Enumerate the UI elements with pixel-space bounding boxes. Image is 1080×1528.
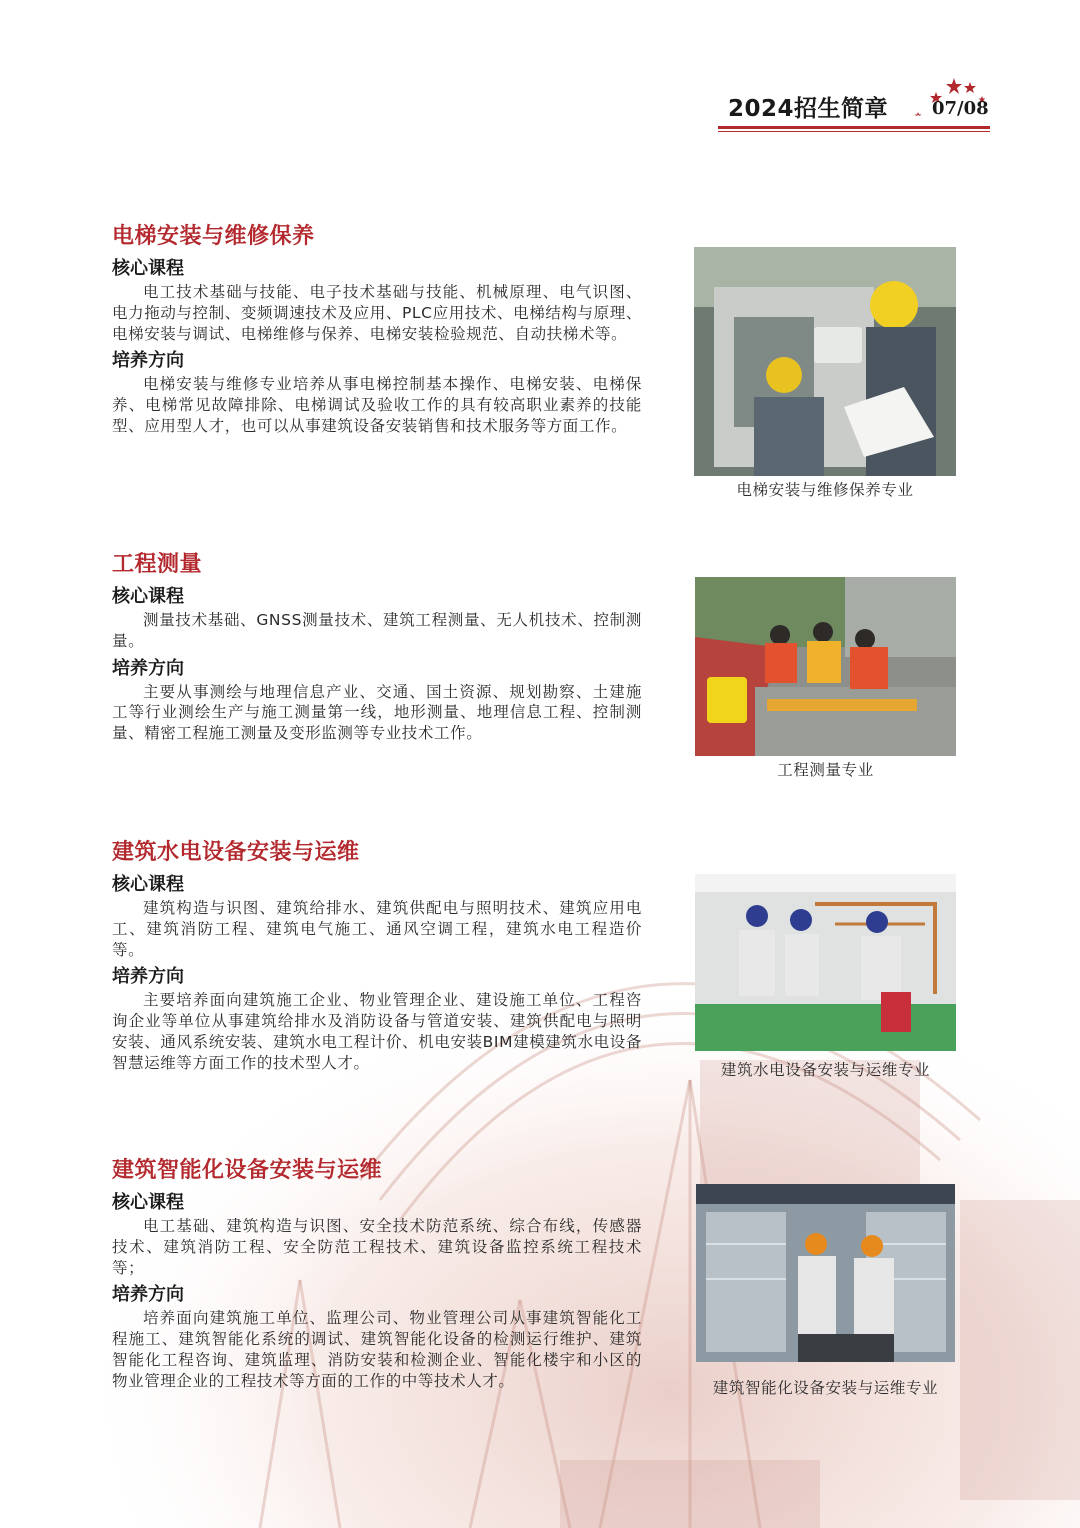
section-title: 电梯安装与维修保养 — [112, 224, 315, 249]
training-direction-text: 电梯安装与维修专业培养从事电梯控制基本操作、电梯安装、电梯保养、电梯常见故障排除、电梯调试及验收工作的具有较高职业素养的技能型、应用型人才，也可以从事建筑设备安装销售和技术服务等方面工作。 — [112, 375, 642, 435]
training-direction-heading: 培养方向 — [112, 350, 184, 372]
plumbing-workshop-photo — [695, 874, 956, 1051]
core-courses-heading: 核心课程 — [112, 258, 184, 279]
photo-caption: 电梯安装与维修保养专业 — [736, 481, 914, 499]
page-number: 07/08 — [932, 98, 989, 119]
core-courses-text: 建筑构造与识图、建筑给排水、建筑供配电与照明技术、建筑应用电工、建筑消防工程、建筑电气施工、通风空调工程，建筑水电工程造价等。 — [112, 899, 642, 959]
core-courses-text: 测量技术基础、GNSS测量技术、建筑工程测量、无人机技术、控制测量。 — [112, 611, 642, 650]
photo-caption: 工程测量专业 — [777, 761, 874, 779]
header-rule-thin — [718, 131, 990, 132]
surveying-students-photo — [695, 577, 956, 756]
smart-building-lab-photo — [696, 1184, 955, 1362]
page-header — [714, 72, 990, 134]
section-title: 建筑水电设备安装与运维 — [112, 840, 360, 865]
training-direction-heading: 培养方向 — [112, 1284, 184, 1306]
training-direction-heading: 培养方向 — [112, 657, 184, 679]
elevator-workers-photo — [694, 247, 956, 476]
header-rule — [718, 126, 990, 129]
section-title: 建筑智能化设备安装与运维 — [112, 1158, 383, 1183]
training-direction-text: 主要培养面向建筑施工企业、物业管理企业、建设施工单位、工程咨询企业等单位从事建筑给排水及消防设备与管道安装、建筑供配电与照明安装、通风系统安装、建筑水电工程计价、机电安装BIM建模建筑水电设备智慧运维等方面工作的技术型人才。 — [112, 991, 642, 1072]
core-courses-heading: 核心课程 — [112, 586, 184, 607]
photo-caption: 建筑智能化设备安装与运维专业 — [712, 1379, 939, 1397]
training-direction-heading: 培养方向 — [112, 966, 184, 988]
training-direction-text: 培养面向建筑施工单位、监理公司、物业管理公司从事建筑智能化工程施工、建筑智能化系统的调试、建筑智能化设备的检测运行维护、建筑智能化工程咨询、建筑监理、消防安装和检测企业、智能化楼宇和小区的物业管理企业的工程技术等方面的工作的中等技术人才。 — [112, 1309, 642, 1390]
core-courses-heading: 核心课程 — [112, 1192, 184, 1213]
training-direction-text: 主要从事测绘与地理信息产业、交通、国土资源、规划勘察、土建施工等行业测绘生产与施工测量第一线，地形测量、地理信息工程、控制测量、精密工程施工测量及变形监测等专业技术工作。 — [112, 682, 642, 743]
core-courses-text: 电工技术基础与技能、电子技术基础与技能、机械原理、电气识图、电力拖动与控制、变频调速技术及应用、PLC应用技术、电梯结构与原理、电梯安装与调试、电梯维修与保养、电梯安装检验规范、自动扶梯术等。 — [112, 283, 642, 343]
brochure-title: 2024招生简章 — [728, 96, 889, 122]
core-courses-text: 电工基础、建筑构造与识图、安全技术防范系统、综合布线，传感器技术、建筑消防工程、安全防范工程技术、建筑设备监控系统工程技术等； — [112, 1217, 642, 1277]
photo-caption: 建筑水电设备安装与运维专业 — [720, 1061, 931, 1079]
section-title: 工程测量 — [112, 552, 203, 577]
core-courses-heading: 核心课程 — [112, 874, 184, 895]
